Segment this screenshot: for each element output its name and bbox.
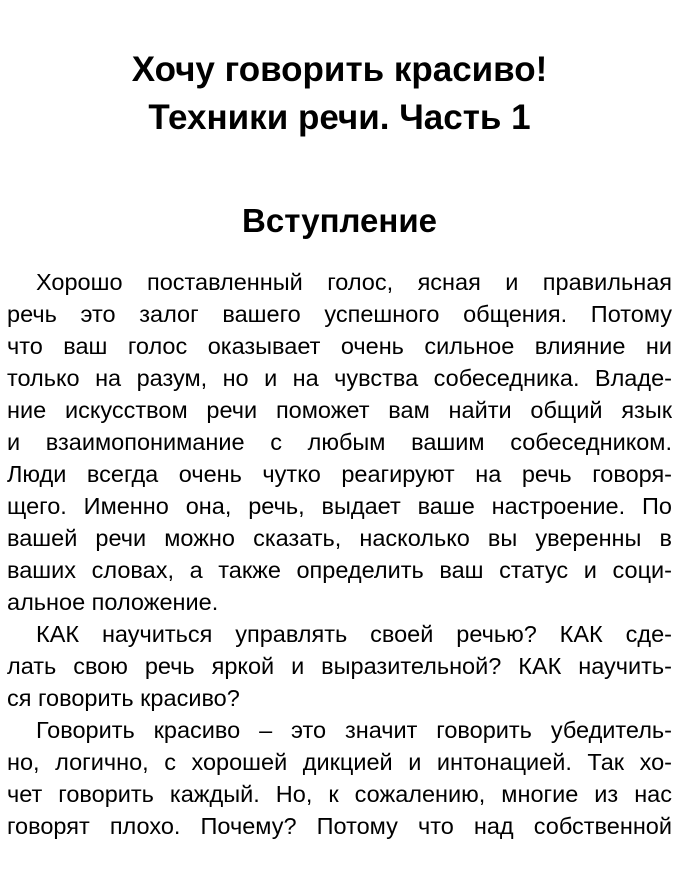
text-line: чет говорить каждый. Но, к сожалению, многие из нас <box>7 781 672 807</box>
section-heading: Вступление <box>242 202 437 239</box>
text-line: говорят плохо. Почему? Потому что над собственной <box>7 813 672 839</box>
text-line: лать свою речь яркой и выразительной? КАК научить- <box>7 653 672 679</box>
text-line: Говорить красиво – это значит говорить убедитель- <box>36 717 672 743</box>
text-line: щего. Именно она, речь, выдает ваше настроение. По <box>7 493 672 519</box>
text-line: КАК научиться управлять своей речью? КАК сде- <box>36 621 672 647</box>
text-line: и взаимопонимание с любым вашим собеседником. <box>7 429 672 455</box>
document-title-line-2: Техники речи. Часть 1 <box>148 98 531 137</box>
text-line: речь это залог вашего успешного общения. Потому <box>7 301 672 327</box>
text-line: но, логично, с хорошей дикцией и интонацией. Так хо- <box>7 749 672 775</box>
text-line: вашей речи можно сказать, насколько вы уверенны в <box>7 525 672 551</box>
text-line: Хорошо поставленный голос, ясная и правильная <box>36 269 672 295</box>
text-line: ние искусством речи поможет вам найти общий язык <box>7 397 672 423</box>
text-line: что ваш голос оказывает очень сильное влияние ни <box>7 333 672 359</box>
text-line: только на разум, но и на чувства собеседника. Владе- <box>7 365 672 391</box>
text-line: ся говорить красиво? <box>7 685 240 711</box>
text-line: ваших словах, а также определить ваш статус и соци- <box>7 557 672 583</box>
text-line: Люди всегда очень чутко реагируют на речь говоря- <box>7 461 672 487</box>
document-title-line-1: Хочу говорить красиво! <box>131 50 548 89</box>
text-line: альное положение. <box>7 589 219 615</box>
